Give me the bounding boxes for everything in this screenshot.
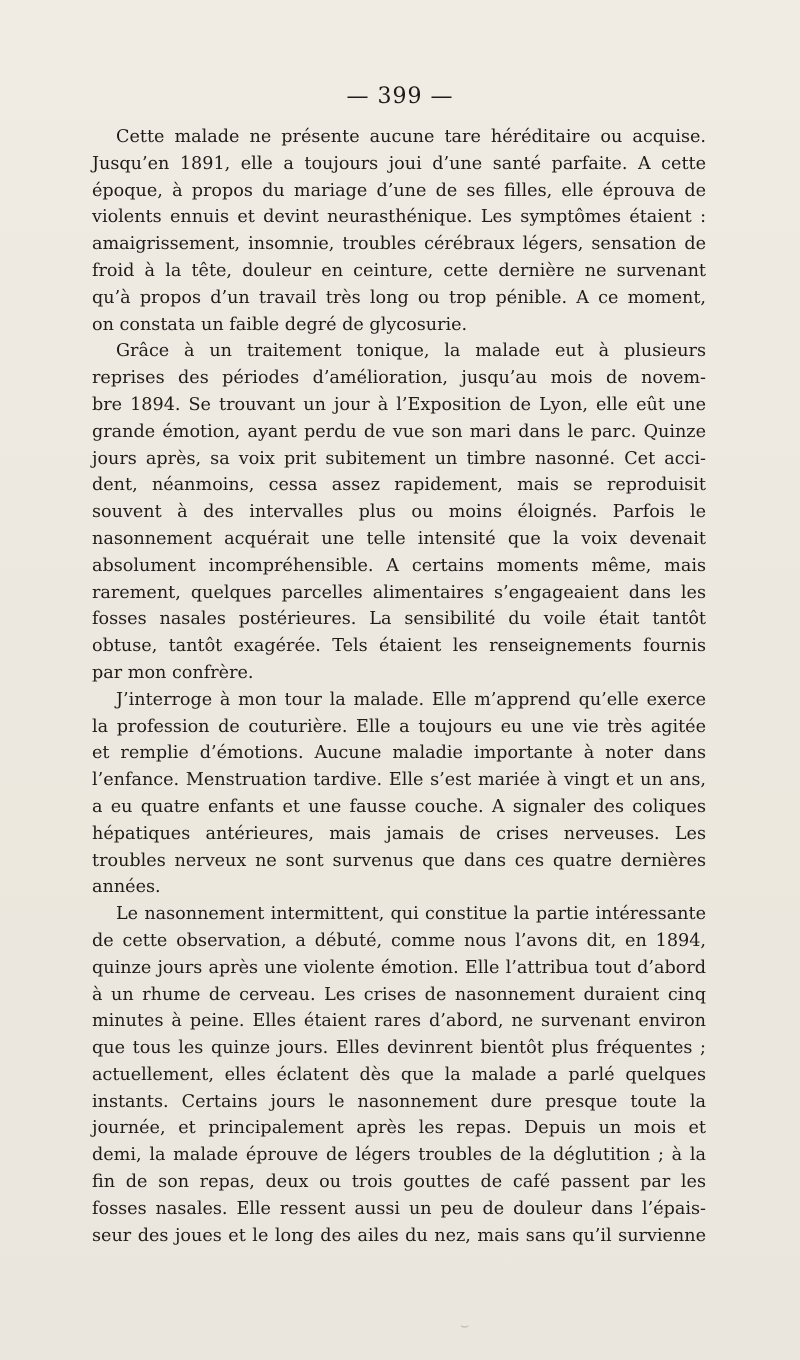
text-line: par mon confrère. xyxy=(92,662,254,683)
text-line: Grâce à un traitement tonique, la malade eut à plusieurs xyxy=(116,341,706,362)
text-line: seur des joues et le long des ailes du nez, mais sans qu’il survienne xyxy=(92,1225,706,1246)
text-line: grande émotion, ayant perdu de vue son mari dans le parc. Quinze xyxy=(92,421,706,442)
text-line: actuellement, elles éclatent dès que la malade a parlé quelques xyxy=(92,1064,706,1085)
text-line: on constata un faible degré de glycosurie. xyxy=(92,314,468,335)
text-line: dent, néanmoins, cessa assez rapidement, mais se reproduisit xyxy=(92,475,706,496)
text-line: violents ennuis et devint neurasthénique. Les symptômes étaient : xyxy=(92,207,706,228)
text-line: et remplie d’émotions. Aucune maladie importante à noter dans xyxy=(92,743,706,764)
text-line: demi, la malade éprouve de légers troubles de la déglutition ; à la xyxy=(92,1145,706,1166)
text-line: reprises des périodes d’amélioration, jusqu’au mois de novem- xyxy=(92,368,706,389)
text-line: l’enfance. Menstruation tardive. Elle s’est mariée à vingt et un ans, xyxy=(92,770,706,791)
text-line: bre 1894. Se trouvant un jour à l’Exposition de Lyon, elle eût une xyxy=(92,394,706,415)
text-line: souvent à des intervalles plus ou moins éloignés. Parfois le xyxy=(92,502,706,523)
text-line: amaigrissement, insomnie, troubles cérébraux légers, sensation de xyxy=(92,234,706,255)
text-line: minutes à peine. Elles étaient rares d’abord, ne survenant environ xyxy=(92,1011,706,1032)
body-text xyxy=(92,124,706,1249)
text-line: jours après, sa voix prit subitement un timbre nasonné. Cet acci- xyxy=(92,448,706,469)
text-line: nasonnement acquérait une telle intensité que la voix devenait xyxy=(92,528,706,549)
text-line: Cette malade ne présente aucune tare héréditaire ou acquise. xyxy=(116,127,706,147)
text-line: fosses nasales. Elle ressent aussi un peu de douleur dans l’épais- xyxy=(92,1198,706,1219)
text-line: froid à la tête, douleur en ceinture, cette dernière ne survenant xyxy=(92,260,706,281)
text-line: instants. Certains jours le nasonnement dure presque toute la xyxy=(92,1091,706,1112)
text-line: qu’à propos d’un travail très long ou trop pénible. A ce moment, xyxy=(92,287,706,308)
text-line: troubles nerveux ne sont survenus que dans ces quatre dernières xyxy=(92,850,706,871)
text-line: a eu quatre enfants et une fausse couche. A signaler des coliques xyxy=(92,796,706,817)
text-line: à un rhume de cerveau. Les crises de nasonnement duraient cinq xyxy=(92,984,706,1005)
paragraph xyxy=(92,901,706,1249)
page-number: — 399 — xyxy=(346,84,454,109)
text-line: hépatiques antérieures, mais jamais de crises nerveuses. Les xyxy=(92,823,706,844)
footer-mark: ⌣ xyxy=(460,1318,470,1334)
text-line: la profession de couturière. Elle a toujours eu une vie très agitée xyxy=(92,716,706,737)
paragraph xyxy=(92,124,706,338)
text-line: que tous les quinze jours. Elles devinrent bientôt plus fréquentes ; xyxy=(92,1038,706,1059)
text-line: Le nasonnement intermittent, qui constitue la partie intéressante xyxy=(116,904,706,925)
text-line: quinze jours après une violente émotion. Elle l’attribua tout d’abord xyxy=(92,957,706,978)
text-line: journée, et principalement après les repas. Depuis un mois et xyxy=(92,1118,706,1139)
text-line: fosses nasales postérieures. La sensibilité du voile était tantôt xyxy=(92,609,706,630)
text-line: absolument incompréhensible. A certains moments même, mais xyxy=(92,555,706,576)
text-line: époque, à propos du mariage d’une de ses filles, elle éprouva de xyxy=(92,180,706,201)
paragraph xyxy=(92,338,706,686)
text-line: fin de son repas, deux ou trois gouttes de café passent par les xyxy=(92,1172,706,1193)
text-line: Jusqu’en 1891, elle a toujours joui d’une santé parfaite. A cette xyxy=(92,153,706,174)
text-line: de cette observation, a débuté, comme nous l’avons dit, en 1894, xyxy=(92,930,706,951)
text-line: années. xyxy=(92,877,161,898)
text-line: J’interroge à mon tour la malade. Elle m’apprend qu’elle exerce xyxy=(116,689,706,710)
paragraph xyxy=(92,687,706,901)
text-line: obtuse, tantôt exagérée. Tels étaient les renseignements fournis xyxy=(92,636,706,657)
text-line: rarement, quelques parcelles alimentaires s’engageaient dans les xyxy=(92,582,706,603)
